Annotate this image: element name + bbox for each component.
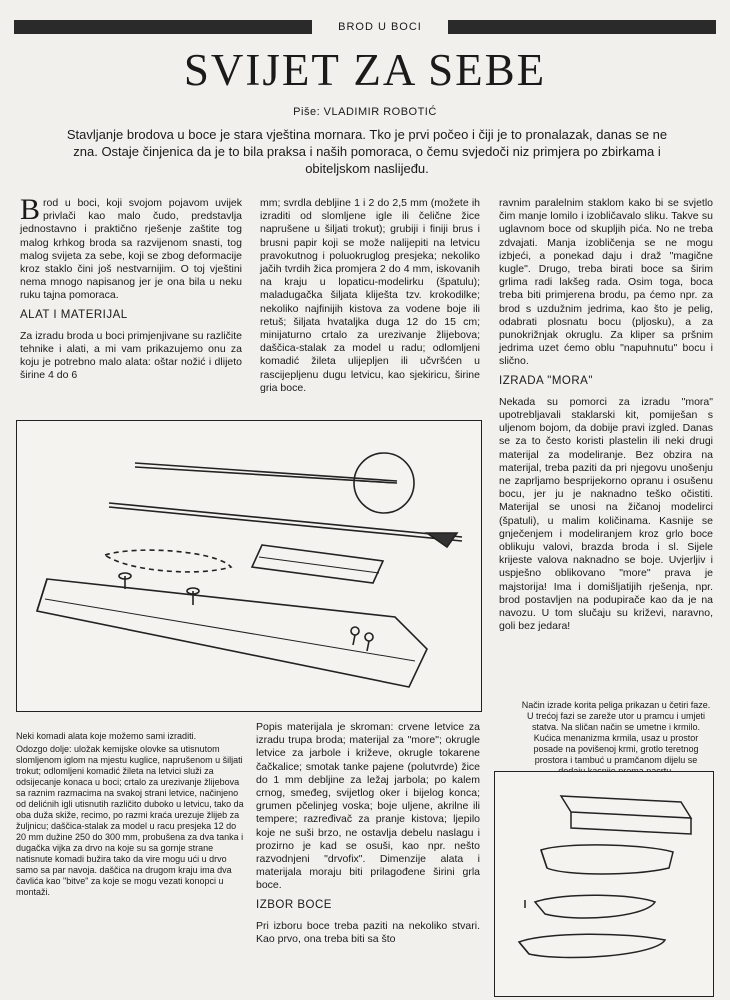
- column-2: [260, 197, 480, 401]
- column-3: [499, 197, 713, 640]
- caption-detail: Odozgo dolje: uložak kemijske olovke sa utisnutom slomljenom iglom na mjestu kuglice, naprušenom u šiljati trokut; odlomljeni komadić žileta na letvici služi za odsijecanje konaca u boci; crtalo za urezivanje žlijebova sa raznim razmacima na svakoj strani letvice, načinjeno od delićnih igli utisnutih različito duboko u letvicu, tako da oba duža skiže, recimo, po razmi kraća urezuje žlijeb za žuljnicu; daščica-stalak za model u racu presjeka 12 do 20 mm dužine 250 do 300 mm, probušena za dva tanka i dugačka vijka za drvo na koje su sa gornje strane natisnute komadi bužira tako da vire mogu ući u drvo samo sa par navoja. daščica na drugom kraju ima dva čavlića kao "bitve" za koje se mogu vezati konopci u montaži.: [16, 744, 244, 897]
- bottle-paragraph: ravnim paralelnim staklom kako bi se svjetlo čim manje lomilo i izobličavalo sliku. Takve su uglavnom boce od skupljih pića. No ne treba zdvajati. Manja izobličenja se ne mogu izbjeći, a ponekad daju i draž "magične kugle". Drugo, treba birati boce sa širim grlima radi lakšeg rada. Osim toga, boca treba biti primjerena brodu, pa ćemo npr. za brod s uzdužnim jedrima, kao što je pelig, odabrati plosnatu bocu (pljosku), a za punokrižnjak okruglu. Za kliper sa pršnim jedrima uzet ćemo oblu "napuhnutu" bocu i slično.: [499, 197, 713, 368]
- izbor-paragraph: Pri izboru boce treba paziti na nekoliko stvari. Kao prvo, ona treba biti sa što: [256, 919, 480, 946]
- header-rule-right: [448, 20, 716, 34]
- author-byline: Piše: VLADIMIR ROBOTIĆ: [293, 106, 437, 118]
- intro-text: rod u boci, koji svojom pojavom uvijek privlači kao malo čudo, predstavlja jednostavno i praktično rješenje zaštite tog malog krhkog broda sa razvijenom snasti, tog malog svijeta za sebe, koji se zbog deformacije kroz staklo čini još nestvarnijim. O toj vještini nema mnogo napisanog jer je ona bila u neku ruku tajna pomoraca.: [20, 197, 242, 302]
- more-paragraph: Nekada su pomorci za izradu "mora" upotrebljavali staklarski kit, pomiješan s uljenom bojom, da dobije pravi izgled. Danas se za to često koristi plastelin ili neki drugi materijal za modeliranje. Bez obzira na materijal, treba paziti da pri njegovu unošenju ne zaprljamo besprijekorno opranu i osušenu bocu, jer ju je naknadno teško očistiti. Materijal se unosi na žičanoj modelirci (špatuli), u malim količinama. Kasnije se gnječenjem i modeliranjem kroz grlo boce oblikuju valovi, brazda broda i sl. Sijele krijeste valova naknadno se boje. Uvjerljiv i uspješno oblikovano "more" prava je majstorija! Ima i domišljatijih rješenja, npr. brod postavljen na podupirače kao da je na navozu. U tom slučaju su križevi, naravno, goli bez jedara!: [499, 395, 713, 633]
- alat-paragraph: Za izradu broda u boci primjenjivane su različite tehnike i alati, a mi vam prikazujemo onu za koju je potrebno malo alata: oštar nožić i dlijeto širine 4 do 6: [20, 329, 242, 382]
- hull-stages-illustration: [494, 771, 714, 997]
- lead-paragraph: Stavljanje brodova u boce je stara vještina mornara. Tko je prvi počeo i čiji je to pronalazak, danas se ne zna. Ostaje činjenica da je to bila praksa i naših pomoraca, o čemu svjedoči niz primjera po zbirkama i obiteljskom naslijeđu.: [66, 127, 668, 176]
- column-2-lower: [256, 721, 480, 952]
- article-title: SVIJET ZA SEBE: [183, 45, 547, 95]
- section-label: BROD U BOCI: [316, 20, 444, 34]
- hull-caption: Način izrade korita peliga prikazan u četiri faze. U trećoj fazi se zareže utor u pramcu i umjeti statva. Na sličan način se umetne i krmilo. Kućica menanizma krmila, usaz u prostor posade na povišenoj krmi, grotlo teretnog prostora i tambuć u pramčanom dijelu se: [521, 700, 711, 765]
- heading-izbor-boce: IZBOR BOCE: [256, 898, 332, 911]
- tools-illustration: [16, 420, 482, 712]
- tools-paragraph: mm; svrdla debljine 1 i 2 do 2,5 mm (možete ih izraditi od slomljene igle ili čeličnе žice naprušene u šiljati trokut); grubiji i finiji brus i brusni papir koji se može nalijepiti na letvicu pravokutnog i poluokruglog presjeka; nekoliko jačih tvrdih žica promjera 2 do 4 mm, iskovanih na kraju u lopaticu-modelirku (špatulu); maladugačka šiljata kliješta tzv. krokodilke; nekoliko najfinijih kistova za vodene boje ili retuš; šiljata hvataljka duga 12 do 15 cm; minijaturno crtalo za urezivanje žlijebova; daščica-stalak za model u radu; odlomljeni komadić žileta ulijepljen ili učvršćen u rascijepljenu dugu letvicu, kao sjekiricu, širine gria boce.: [260, 197, 480, 394]
- tools-caption: [16, 731, 246, 900]
- drop-cap: B: [20, 193, 41, 226]
- heading-alat: ALAT I MATERIJAL: [20, 308, 128, 321]
- column-1: [20, 193, 242, 389]
- header-rule-left: [14, 20, 312, 34]
- intro-paragraph: [20, 193, 242, 303]
- materials-paragraph: Popis materijala je skroman: crvene letvice za izradu trupa broda; materijal za "more"; okrugle letvice za jarbole i križeve, okrugle tokarene čačkalice; smotak tanke pajene (polutvrde) žice do 1 mm debljine za ležaj jarbola; po kalem crnog, smeđeg, svijetlog oker i bijelog konca; grumen pčelinjeg voska; boje uljene, akrilne ili tempere; razređivač za pranje kistova; ljepilo koje ne suši brzo, ne ostavlja debelu naslagu i prozirno je kad se osuši, kao npr. nešto razvodnjeni "drvofix". Dimenzije alata i materijala moraju biti prilagođene širini grla boce.: [256, 721, 480, 892]
- heading-more: IZRADA "MORA": [499, 374, 593, 387]
- caption-intro: Neki komadi alata koje možemo sami izraditi.: [16, 731, 197, 741]
